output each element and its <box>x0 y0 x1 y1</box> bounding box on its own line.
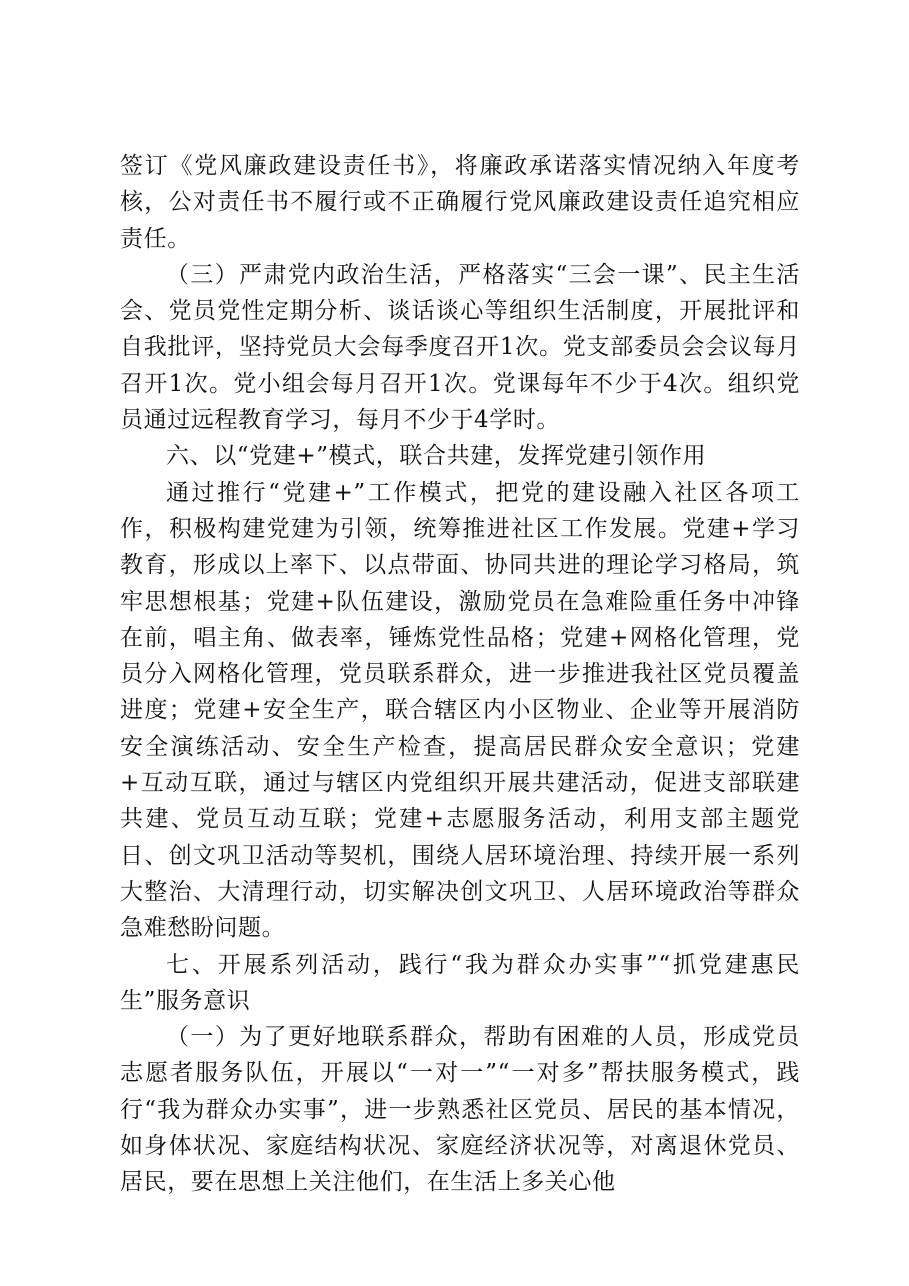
paragraph-responsibility-letter: 签订《党风廉政建设责任书》，将廉政承诺落实情况纳入年度考核，公对责任书不履行或不正确履行党风廉政建设责任追究相应责任。 <box>120 153 800 252</box>
paragraph-party-life: （三）严肃党内政治生活，严格落实“三会一课”、民主生活会、党员党性定期分析、谈话谈心等组织生活制度，开展批评和自我批评，坚持党员大会每季度召开1次。党支部委员会会议每月召开1次。党小组会每月召开1次。党课每年不少于4次。组织党员通过远程教育学习，每月不少于4学时。 <box>120 261 800 434</box>
heading-section-seven: 七、开展系列活动，践行“我为群众办实事”“抓党建惠民生”服务意识 <box>120 951 800 1014</box>
paragraph-party-building-plus: 通过推行“党建+”工作模式，把党的建设融入社区各项工作，积极构建党建为引领，统筹推进社区工作发展。党建+学习教育，形成以上率下、以点带面、协同共进的理论学习格局，筑牢思想根基；党建+队伍建设，激励党员在急难险重任务中冲锋在前，唱主角、做表率，锤炼党性品格；党建+网格化管理，党员分入网格化管理，党员联系群众，进一步推进我社区党员覆盖进度；党建+安全生产，联合辖区内小区物业、企业等开展消防安全演练活动、安全生产检查，提高居民群众安全意识；党建+互动互联，通过与辖区内党组织开展共建活动，促进支部联建共建、党员互动互联；党建+志愿服务活动，利用支部主题党日、创文巩卫活动等契机，围绕人居环境治理、持续开展一系列大整治、大清理行动，切实解决创文巩卫、人居环境政治等群众急难愁盼问题。 <box>120 479 800 942</box>
document-page <box>120 148 800 1201</box>
heading-section-six: 六、以“党建+”模式，联合共建，发挥党建引领作用 <box>166 443 707 470</box>
paragraph-volunteer-service: （一）为了更好地联系群众，帮助有困难的人员，形成党员志愿者服务队伍，开展以“一对一”“一对多”帮扶服务模式，践行“我为群众办实事”，进一步熟悉社区党员、居民的基本情况，如身体状况、家庭结构状况、家庭经济状况等，对离退休党员、居民，要在思想上关注他们，在生活上多关心他 <box>120 1024 800 1196</box>
